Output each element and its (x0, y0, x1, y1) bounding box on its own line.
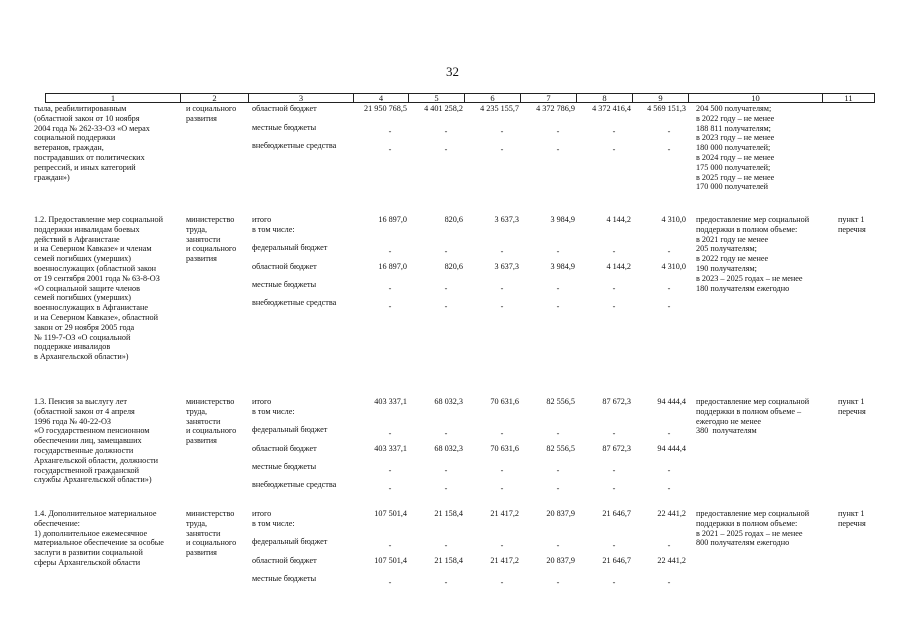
funding-source-label: внебюджетные средства (252, 141, 337, 150)
column-header-11: 11 (822, 93, 875, 103)
funding-value: - (444, 541, 448, 550)
funding-value: - (500, 145, 504, 154)
funding-value: - (556, 145, 560, 154)
funding-value: - (556, 578, 560, 587)
measure-description: тыла, реабилитированным (областной закон от 10 ноября 2004 года № 262-33-ОЗ «О мерах социальной поддержки ветеранов, граждан, пострадавших от политических репрессий, и иных категорий граждан») (34, 104, 150, 182)
funding-value: - (612, 429, 616, 438)
column-header-10: 10 (688, 93, 822, 103)
funding-value: 82 556,5 (546, 444, 575, 453)
funding-value: - (388, 127, 392, 136)
funding-value: - (388, 247, 392, 256)
funding-value: - (556, 541, 560, 550)
funding-value: 4 401 258,2 (424, 104, 463, 113)
funding-value: - (556, 484, 560, 493)
funding-value: 3 637,3 (494, 215, 519, 224)
funding-value: - (388, 284, 392, 293)
funding-value: - (556, 284, 560, 293)
funding-value: 21 646,7 (602, 556, 631, 565)
funding-value: - (667, 484, 671, 493)
funding-value: - (500, 578, 504, 587)
responsible-executor: и социального развития (186, 104, 237, 123)
funding-value: - (388, 302, 392, 311)
expected-result: предоставление мер социальной поддержки в полном объеме: в 2021 году не менее 205 получателям; в 2022 году не менее 190 получателям; в 2023 – 2025 годах – не менее 180 получателям ежегодно (696, 215, 810, 293)
funding-value: - (388, 578, 392, 587)
funding-value: 4 310,0 (661, 262, 686, 271)
funding-value: 4 372 786,9 (536, 104, 575, 113)
funding-value: - (500, 466, 504, 475)
expected-result: 204 500 получателям; в 2022 году – не менее 188 811 получателям; в 2023 году – не менее 180 000 получателей; в 2024 году – не менее 175 000 получателей; в 2025 году – не менее 170 000 получателей (696, 104, 775, 192)
funding-source-label: федеральный бюджет (252, 243, 328, 252)
column-header-7: 7 (520, 93, 576, 103)
funding-value: 4 235 155,7 (480, 104, 519, 113)
funding-value: 4 569 151,3 (647, 104, 686, 113)
funding-source-label: итого в том числе: (252, 397, 295, 416)
funding-source-label: внебюджетные средства (252, 480, 337, 489)
funding-value: 21 950 768,5 (364, 104, 407, 113)
funding-source-label: итого в том числе: (252, 215, 295, 234)
funding-value: - (444, 466, 448, 475)
funding-value: 20 837,9 (546, 509, 575, 518)
funding-value: - (556, 302, 560, 311)
expected-result: предоставление мер социальной поддержки в полном объеме: в 2021 – 2025 годах – не менее 800 получателям ежегодно (696, 509, 810, 548)
funding-value: 107 501,4 (374, 556, 407, 565)
column-header-6: 6 (464, 93, 520, 103)
funding-value: 68 032,3 (434, 397, 463, 406)
funding-value: - (388, 466, 392, 475)
funding-source-label: федеральный бюджет (252, 537, 328, 546)
funding-value: - (612, 145, 616, 154)
funding-value: 4 310,0 (661, 215, 686, 224)
funding-value: - (444, 127, 448, 136)
column-header-2: 2 (180, 93, 248, 103)
column-header-1: 1 (45, 93, 180, 103)
funding-value: - (612, 484, 616, 493)
funding-value: - (667, 578, 671, 587)
funding-value: - (500, 247, 504, 256)
funding-source-label: областной бюджет (252, 556, 317, 565)
funding-value: - (667, 429, 671, 438)
funding-source-label: местные бюджеты (252, 462, 317, 471)
funding-value: 20 837,9 (546, 556, 575, 565)
measure-description: 1.2. Предоставление мер социальной поддержки инвалидам боевых действий в Афганистане и на Северном Кавказе» и членам семей погибших (умерших) военнослужащих (областной закон от 19 сентября 2001 года № 63-8-ОЗ «О социальной защите членов семей погибших (умерших) военнослужащих в Афганистане и на Северном Кавказе», областной закон от 29 ноября 2005 года № 119-7-ОЗ «О социальной поддержке инвалидов в Архангельской области») (34, 215, 164, 362)
funding-value: - (444, 145, 448, 154)
funding-value: 820,6 (444, 262, 463, 271)
funding-source-label: внебюджетные средства (252, 298, 337, 307)
funding-value: - (444, 429, 448, 438)
funding-value: - (444, 484, 448, 493)
funding-value: - (500, 127, 504, 136)
funding-value: - (667, 302, 671, 311)
list-reference: пункт 1 перечня (838, 397, 866, 416)
funding-value: 21 158,4 (434, 509, 463, 518)
funding-value: 16 897,0 (378, 215, 407, 224)
measure-description: 1.3. Пенсия за выслугу лет (областной закон от 4 апреля 1996 года № 40-22-ОЗ «О государственном пенсионном обеспечении лиц, замещавших государственные должности Архангельской области, должности государственной гражданской службы Архангельской области») (34, 397, 159, 485)
column-header-4: 4 (353, 93, 408, 103)
funding-value: - (612, 466, 616, 475)
funding-value: 820,6 (444, 215, 463, 224)
funding-value: - (388, 541, 392, 550)
column-header-3: 3 (248, 93, 353, 103)
funding-value: 21 417,2 (490, 556, 519, 565)
funding-value: - (612, 302, 616, 311)
funding-value: - (500, 541, 504, 550)
column-number-header (45, 93, 875, 103)
funding-value: - (612, 541, 616, 550)
funding-value: - (667, 127, 671, 136)
funding-value: 4 144,2 (606, 215, 631, 224)
funding-value: 16 897,0 (378, 262, 407, 271)
funding-source-label: итого в том числе: (252, 509, 295, 528)
responsible-executor: министерство труда, занятости и социального развития (186, 215, 237, 264)
list-reference: пункт 1 перечня (838, 509, 866, 528)
funding-value: - (556, 466, 560, 475)
funding-value: - (556, 429, 560, 438)
page-number: 32 (446, 64, 459, 79)
funding-value: 3 637,3 (494, 262, 519, 271)
responsible-executor: министерство труда, занятости и социального развития (186, 397, 237, 446)
funding-value: - (667, 145, 671, 154)
funding-source-label: местные бюджеты (252, 574, 317, 583)
measure-description: 1.4. Дополнительное материальное обеспечение: 1) дополнительное ежемесячное материальное обеспечение за особые заслуги в развитии социальной сферы Архангельской области (34, 509, 164, 567)
funding-value: 403 337,1 (374, 444, 407, 453)
funding-value: - (612, 578, 616, 587)
funding-value: - (500, 429, 504, 438)
funding-value: - (388, 484, 392, 493)
funding-value: - (612, 127, 616, 136)
funding-value: - (444, 302, 448, 311)
funding-value: 82 556,5 (546, 397, 575, 406)
funding-value: - (444, 247, 448, 256)
funding-value: 403 337,1 (374, 397, 407, 406)
column-header-5: 5 (408, 93, 464, 103)
funding-value: 94 444,4 (657, 444, 686, 453)
funding-value: 22 441,2 (657, 509, 686, 518)
funding-value: - (612, 247, 616, 256)
funding-value: 70 631,6 (490, 444, 519, 453)
funding-value: 87 672,3 (602, 397, 631, 406)
funding-value: - (556, 247, 560, 256)
funding-value: - (667, 466, 671, 475)
funding-value: - (556, 127, 560, 136)
responsible-executor: министерство труда, занятости и социального развития (186, 509, 237, 558)
column-header-8: 8 (576, 93, 632, 103)
funding-value: 68 032,3 (434, 444, 463, 453)
funding-source-label: местные бюджеты (252, 280, 317, 289)
expected-result: предоставление мер социальной поддержки в полном объеме – ежегодно не менее 380 получателям (696, 397, 810, 436)
funding-source-label: областной бюджет (252, 262, 317, 271)
funding-value: - (500, 284, 504, 293)
funding-value: 107 501,4 (374, 509, 407, 518)
funding-value: - (667, 247, 671, 256)
funding-value: - (667, 284, 671, 293)
column-header-9: 9 (632, 93, 688, 103)
funding-value: 21 158,4 (434, 556, 463, 565)
funding-value: - (444, 578, 448, 587)
funding-value: - (444, 284, 448, 293)
list-reference: пункт 1 перечня (838, 215, 866, 234)
funding-source-label: федеральный бюджет (252, 425, 328, 434)
funding-value: 21 417,2 (490, 509, 519, 518)
funding-value: - (667, 541, 671, 550)
funding-value: 3 984,9 (550, 215, 575, 224)
funding-source-label: местные бюджеты (252, 123, 317, 132)
funding-value: 70 631,6 (490, 397, 519, 406)
funding-value: 94 444,4 (657, 397, 686, 406)
funding-value: 22 441,2 (657, 556, 686, 565)
funding-value: - (388, 429, 392, 438)
funding-value: 87 672,3 (602, 444, 631, 453)
funding-source-label: областной бюджет (252, 444, 317, 453)
funding-value: - (500, 484, 504, 493)
funding-value: - (612, 284, 616, 293)
funding-source-label: областной бюджет (252, 104, 317, 113)
funding-value: 21 646,7 (602, 509, 631, 518)
funding-value: 4 144,2 (606, 262, 631, 271)
funding-value: - (388, 145, 392, 154)
funding-value: - (500, 302, 504, 311)
funding-value: 3 984,9 (550, 262, 575, 271)
funding-value: 4 372 416,4 (592, 104, 631, 113)
